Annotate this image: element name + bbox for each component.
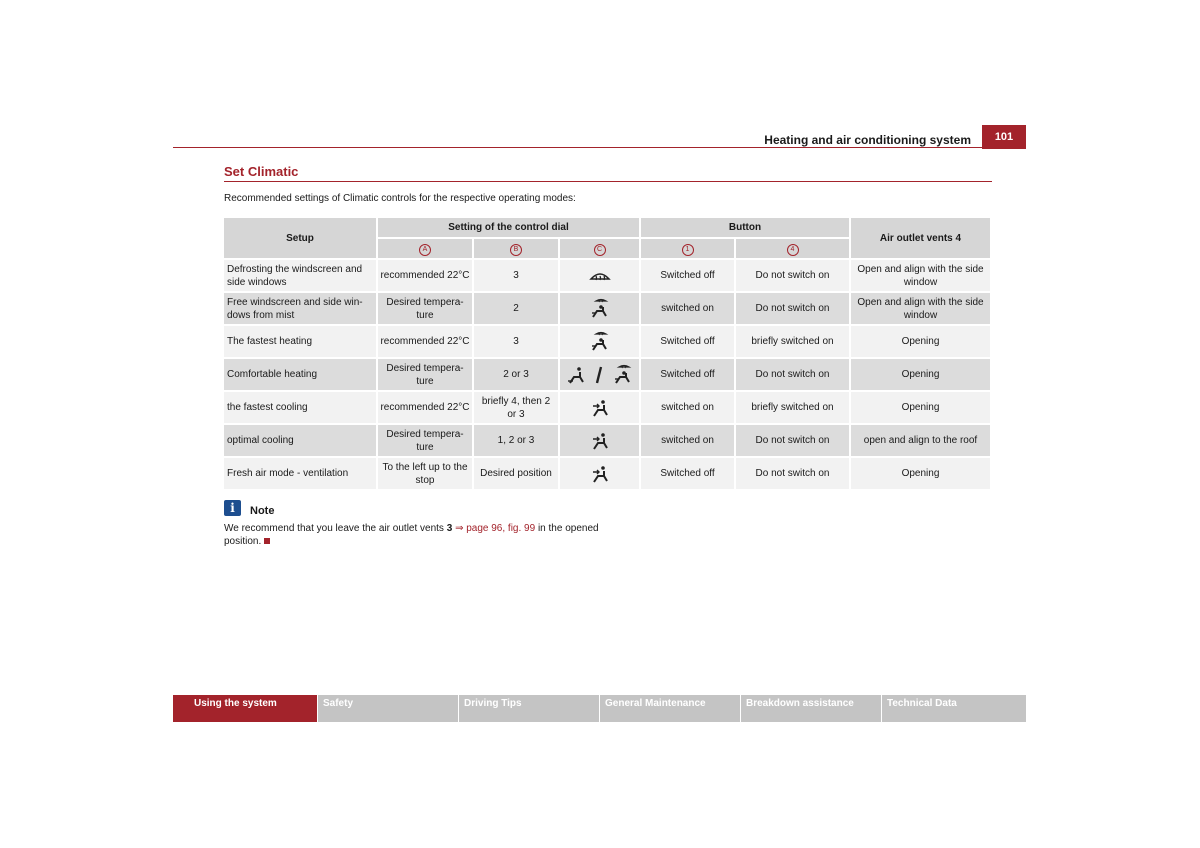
cell-button-1: switched on	[641, 392, 736, 425]
note-text-after: in the opened position.	[224, 523, 599, 547]
cell-air-outlet: open and align to the roof	[851, 425, 992, 458]
section-title: Set Climatic	[224, 164, 299, 179]
cell-dial-c	[560, 425, 641, 458]
tab-general-maintenance[interactable]: General Maintenance	[600, 695, 740, 722]
marker-4: 4	[787, 244, 799, 256]
cell-button-4: Do not switch on	[736, 359, 851, 392]
cell-dial-b: Desired position	[474, 458, 560, 491]
table-row	[224, 458, 992, 491]
cell-button-4: briefly switched on	[736, 392, 851, 425]
header-button-4	[736, 239, 851, 260]
note-vent-number: 3	[446, 523, 453, 534]
cell-air-outlet: Opening	[851, 458, 992, 491]
cell-button-1: Switched off	[641, 326, 736, 359]
cell-button-4: Do not switch on	[736, 458, 851, 491]
defrost-icon	[562, 267, 637, 285]
header-dial-b	[474, 239, 560, 260]
upper-body-icon	[562, 431, 637, 451]
header-button: Button	[641, 218, 851, 239]
marker-a: A	[419, 244, 431, 256]
table-row	[224, 260, 992, 293]
cell-dial-c	[560, 260, 641, 293]
cell-dial-a: Desired tempera-ture	[378, 359, 474, 392]
header-divider	[173, 147, 1026, 148]
cell-dial-a: recommended 22°C	[378, 392, 474, 425]
cell-dial-b: 2	[474, 293, 560, 326]
cell-setup: Comfortable heating	[224, 359, 378, 392]
cell-dial-a: recommended 22°C	[378, 326, 474, 359]
table-row	[224, 359, 992, 392]
cell-setup: Free windscreen and side win-dows from mist	[224, 293, 378, 326]
note-title: Note	[250, 505, 275, 517]
cell-dial-b: 2 or 3	[474, 359, 560, 392]
table-row	[224, 326, 992, 359]
cell-setup: The fastest heating	[224, 326, 378, 359]
cell-dial-c	[560, 392, 641, 425]
cell-setup: Fresh air mode - ventilation	[224, 458, 378, 491]
marker-b: B	[510, 244, 522, 256]
cell-dial-a: Desired tempera-ture	[378, 425, 474, 458]
defrost-footwell-icon	[562, 331, 637, 353]
cell-button-4: Do not switch on	[736, 260, 851, 293]
cell-dial-c	[560, 359, 641, 392]
end-of-section-mark	[264, 538, 270, 544]
header-control-dial: Setting of the control dial	[378, 218, 641, 239]
cell-dial-b: briefly 4, then 2 or 3	[474, 392, 560, 425]
tab-driving-tips[interactable]: Driving Tips	[459, 695, 599, 722]
cell-dial-c	[560, 326, 641, 359]
marker-1: 1	[682, 244, 694, 256]
footwell-or-defrost-icon	[562, 364, 637, 386]
cell-air-outlet: Opening	[851, 326, 992, 359]
intro-text: Recommended settings of Climatic controls for the respective operating modes:	[224, 193, 576, 204]
upper-body-icon	[562, 464, 637, 484]
climatic-settings-table	[224, 218, 992, 491]
cell-air-outlet: Open and align with the side window	[851, 260, 992, 293]
cell-dial-a: Desired tempera-ture	[378, 293, 474, 326]
header-button-1	[641, 239, 736, 260]
running-header-title: Heating and air conditioning system	[764, 133, 971, 147]
cell-button-1: Switched off	[641, 458, 736, 491]
section-divider	[224, 181, 992, 182]
header-dial-a	[378, 239, 474, 260]
cell-air-outlet: Open and align with the side window	[851, 293, 992, 326]
cell-dial-c	[560, 293, 641, 326]
tab-technical-data[interactable]: Technical Data	[882, 695, 1026, 722]
cell-button-4: briefly switched on	[736, 326, 851, 359]
cell-dial-a: To the left up to the stop	[378, 458, 474, 491]
cell-button-1: switched on	[641, 293, 736, 326]
note-text-before: We recommend that you leave the air outlet vents	[224, 523, 447, 534]
tab-using-the-system[interactable]: Using the system	[173, 695, 317, 722]
cell-dial-b: 3	[474, 326, 560, 359]
cell-button-1: switched on	[641, 425, 736, 458]
page-number: 101	[982, 125, 1026, 149]
defrost-footwell-icon	[562, 298, 637, 320]
cell-air-outlet: Opening	[851, 392, 992, 425]
marker-c: C	[594, 244, 606, 256]
cell-dial-c	[560, 458, 641, 491]
page-reference-link[interactable]: ⇒ page 96, fig. 99	[455, 523, 536, 534]
header-air-outlet: Air outlet vents 4	[851, 218, 992, 260]
cell-button-1: Switched off	[641, 260, 736, 293]
tab-safety[interactable]: Safety	[318, 695, 458, 722]
tab-breakdown-assistance[interactable]: Breakdown assistance	[741, 695, 881, 722]
table-row	[224, 392, 992, 425]
table-row	[224, 425, 992, 458]
header-dial-c	[560, 239, 641, 260]
table-row	[224, 293, 992, 326]
cell-setup: Defrosting the windscreen and side windows	[224, 260, 378, 293]
cell-dial-b: 3	[474, 260, 560, 293]
cell-air-outlet: Opening	[851, 359, 992, 392]
cell-dial-b: 1, 2 or 3	[474, 425, 560, 458]
upper-body-icon	[562, 398, 637, 418]
cell-button-1: Switched off	[641, 359, 736, 392]
info-icon: i	[224, 500, 241, 516]
cell-button-4: Do not switch on	[736, 425, 851, 458]
header-setup: Setup	[224, 218, 378, 260]
cell-setup: the fastest cooling	[224, 392, 378, 425]
chapter-tab-bar	[173, 695, 1027, 722]
cell-dial-a: recommended 22°C	[378, 260, 474, 293]
cell-setup: optimal cooling	[224, 425, 378, 458]
cell-button-4: Do not switch on	[736, 293, 851, 326]
note-text	[224, 522, 604, 548]
